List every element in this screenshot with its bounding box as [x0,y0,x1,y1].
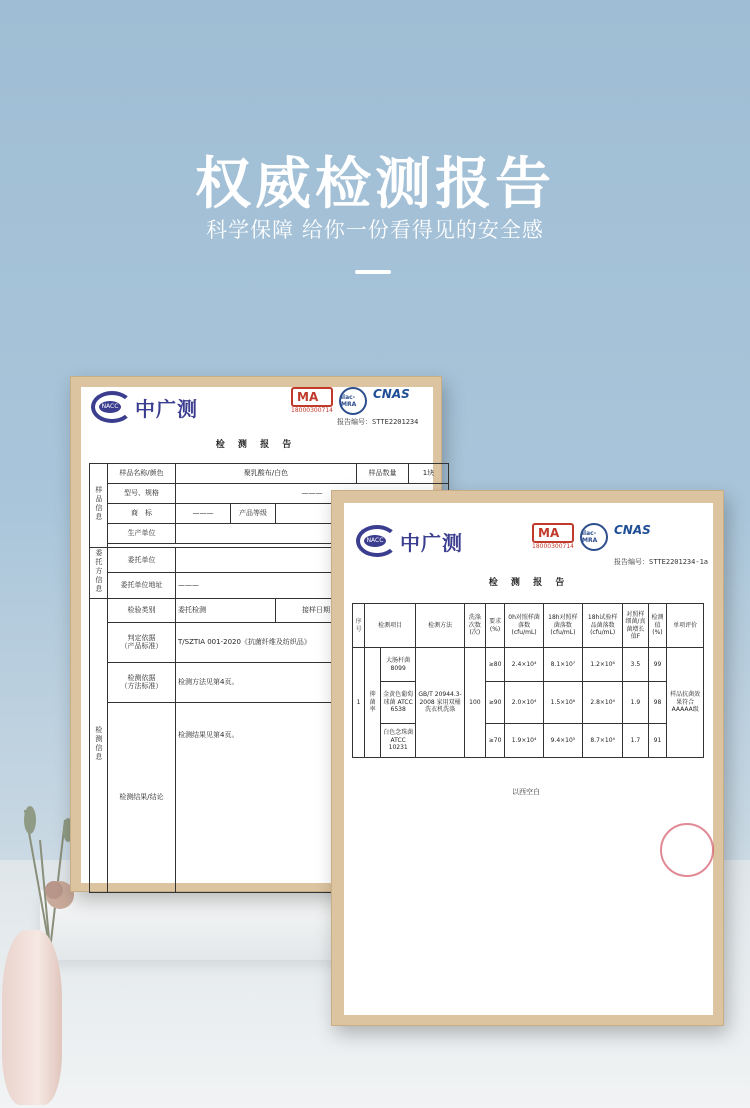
company-logo: NACC 中广测 [91,391,198,423]
front-report-frame [331,490,724,1026]
cnas-icon: CNAS [614,523,651,537]
title-divider [355,270,391,274]
table-header-cell: 序号 [353,604,365,648]
company-logo: NACC 中广测 [356,525,463,557]
ilac-icon: ilac-MRA [339,387,367,415]
report-number: 报告编号：STTE2201234-1a [614,558,709,566]
table-header-cell: 对照样细菌/真菌增长值F [623,604,648,648]
table-header-cell: 要求(%) [485,604,505,648]
table-header-cell: 单项评价 [667,604,704,648]
table-header-cell: 检测项目 [365,604,416,648]
cma-icon: MA [291,387,333,407]
bacteria-name: 白色念珠菌 ATCC 10231 [381,724,416,758]
table-header-cell: 18h试验样品菌落数(cfu/mL) [582,604,622,648]
page-subtitle: 科学保障 给你一份看得见的安全感 [206,218,544,242]
table-header-cell: 18h对照样菌落数(cfu/mL) [543,604,582,648]
results-table: 序号 检测项目 检测方法 洗涤次数(次) 要求(%) 0h对照样菌落数(cfu/mL) 18h对照样菌落数(cfu/mL) 18h试验样品菌落数(cfu/mL) 对照样细菌/真菌增长值F 检测值(%) 单项评价 1 抑菌率 大肠杆菌 8099 GB/T 20944.3-2008 家用双桶洗衣机洗涤 100 ≥80 2.4×10⁴ 8.1×10⁷ 1.2×10⁶ 3.5 99 样品抗菌效果符合AAAAA级 金黄色葡萄球菌 ATCC 6538 ≥90 2.0×10⁴ 1.5×10⁶ 2.8×10⁴ 1.9 98 白色念珠菌 ATCC 10231 ≥70 1.9×10⁴ 9.4×10⁵ 8.7×10⁴ 1.7 91 [352,603,704,758]
report-title: 检 测 报 告 [488,578,570,588]
page-title: 权威检测报告 [195,151,555,217]
table-header-cell: 0h对照样菌落数(cfu/mL) [505,604,543,648]
cert-badges: MA 18000300714 ilac-MRA CNAS [291,387,410,414]
cma-icon: MA [532,523,574,543]
report-title: 检 测 报 告 [215,440,297,450]
table-header-cell: 洗涤次数(次) [464,604,485,648]
bacteria-name: 大肠杆菌 8099 [381,648,416,682]
ilac-icon: ilac-MRA [580,523,608,551]
report-number: 报告编号：STTE2201234 [337,418,419,426]
sample-info-table: 样品信息 样品名称/颜色 聚乳酸布/白色 样品数量 1块 型号、规格 ——— 商 标 ——— 产品等级 生产单位 委托方信息 委托单位 委托单位地址 ——— 检测信息 检验类别 委托检测 接样日期 判定依据 （产品标准） T/SZTIA 001-2020《抗菌纤维及纺织品》 检测依据 （方法标准） 检测方法见第4页。 检测结果/结论 检测结果见第4页。 [89,463,449,893]
bacteria-name: 金黄色葡萄球菌 ATCC 6538 [381,682,416,724]
table-header-cell: 检测值(%) [648,604,667,648]
blank-note: 以西空白 [512,788,540,796]
front-report-paper [344,503,713,1015]
cnas-icon: CNAS [373,387,410,401]
vase [2,930,62,1105]
cert-badges: MA 18000300714 ilac-MRA CNAS [532,523,651,550]
red-stamp [660,823,714,877]
table-header-cell: 检测方法 [416,604,465,648]
